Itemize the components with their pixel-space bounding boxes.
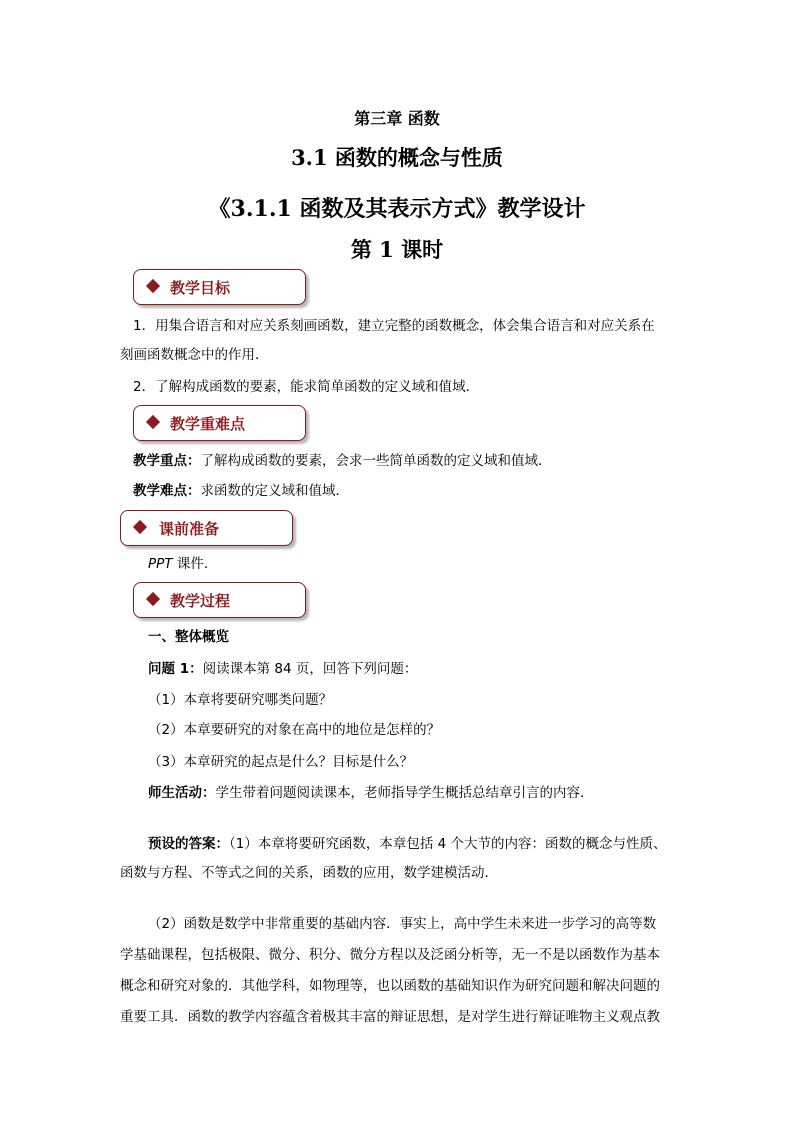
objectives-tag-label: 教学目标 [170, 279, 231, 297]
diamond-icon [146, 592, 160, 606]
answer-label: 预设的答案： [148, 836, 229, 852]
activity [148, 784, 594, 802]
teaching-difficulty [133, 482, 349, 500]
preparation-tag [120, 510, 293, 546]
teaching-difficulty-text: 求函数的定义域和值域． [200, 483, 349, 499]
answer-text-1: （1）本章将要研究函数，本章包括 4 个大节的内容：函数的概念与性质、 [229, 836, 667, 852]
question-1-label: 问题 1： [148, 661, 203, 677]
preparation-suffix: 课件． [172, 556, 218, 572]
teaching-focus-text: 了解构成函数的要素，会求一些简单函数的定义域和值域． [200, 453, 552, 469]
design-title: 《3.1.1 函数及其表示方式》教学设计 [208, 196, 586, 222]
lesson-title: 第 1 课时 [350, 237, 444, 262]
activity-label: 师生活动： [148, 785, 216, 801]
chapter-title: 第三章 函数 [354, 109, 440, 128]
key-points-tag-label: 教学重难点 [170, 415, 246, 433]
diamond-icon [146, 279, 160, 293]
question-1-text: 阅读课本第 84 页，回答下列问题： [202, 661, 418, 677]
teaching-focus [133, 452, 552, 470]
question-1-sub-3: （3）本章研究的起点是什么？目标是什么？ [148, 754, 414, 770]
paragraph-2-line-2: 学基础课程，包括极限、微分、积分、微分方程以及泛函分析等，无一不是以函数作为基本 [120, 947, 660, 963]
paragraph-2-line-4: 重要工具．函数的教学内容蕴含着极其丰富的辩证思想，是对学生进行辩证唯物主义观点教 [120, 1009, 660, 1025]
objectives-tag [133, 269, 306, 305]
teaching-difficulty-label: 教学难点： [133, 483, 201, 499]
paragraph-2-line-3: 概念和研究对象的．其他学科，如物理等，也以函数的基础知识作为研究问题和解决问题的 [120, 978, 660, 994]
diamond-icon [133, 520, 147, 534]
section-title: 3.1 函数的概念与性质 [291, 145, 503, 170]
preparation-tag-label: 课前准备 [159, 520, 220, 538]
objective-1-line-1: 1．用集合语言和对应关系刻画函数，建立完整的函数概念，体会集合语言和对应关系在 [133, 318, 655, 334]
answer-line-2: 函数与方程、不等式之间的关系，函数的应用，数学建模活动． [120, 865, 498, 881]
question-1-sub-2: （2）本章要研究的对象在高中的地位是怎样的？ [148, 722, 441, 738]
objective-2: 2．了解构成函数的要素，能求简单函数的定义域和值域． [133, 379, 480, 395]
question-1 [148, 660, 417, 678]
activity-text: 学生带着问题阅读课本，老师指导学生概括总结章引言的内容． [215, 785, 594, 801]
process-heading: 一、整体概览 [148, 629, 229, 645]
paragraph-2-line-1: （2）函数是数学中非常重要的基础内容．事实上，高中学生未来进一步学习的高等数 [148, 916, 657, 932]
key-points-tag [133, 405, 306, 441]
process-tag [133, 582, 306, 618]
answer-line-1 [148, 835, 667, 853]
teaching-focus-label: 教学重点： [133, 453, 201, 469]
process-tag-label: 教学过程 [170, 592, 231, 610]
diamond-icon [146, 415, 160, 429]
question-1-sub-1: （1）本章将要研究哪类问题？ [148, 692, 333, 708]
objective-1-line-2: 刻画函数概念中的作用． [120, 347, 269, 363]
ppt-label: PPT [148, 556, 173, 572]
preparation-text [148, 555, 217, 573]
